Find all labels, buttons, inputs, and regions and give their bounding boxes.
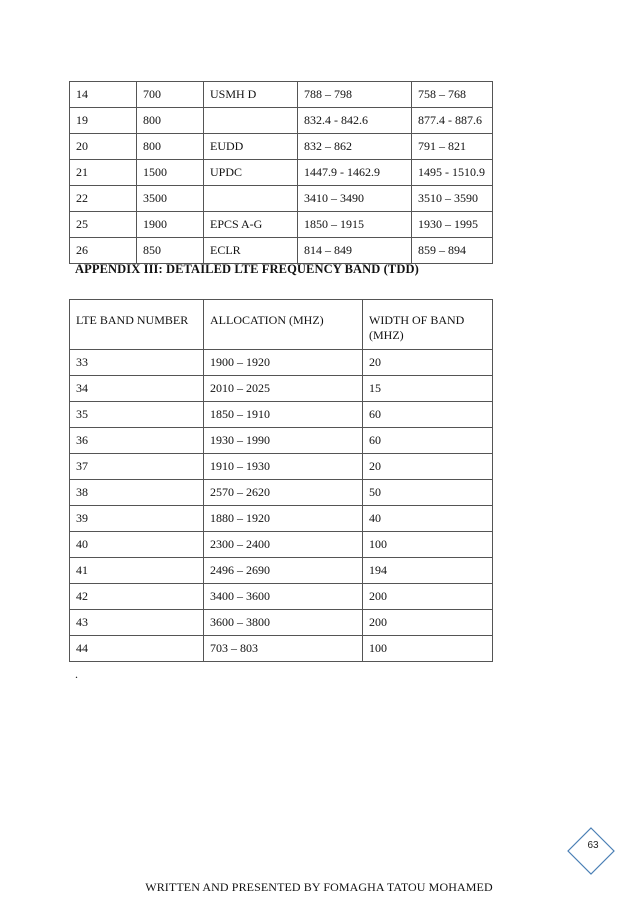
table-cell: 35 bbox=[70, 402, 204, 428]
table-cell: 39 bbox=[70, 506, 204, 532]
trailing-mark: . bbox=[75, 667, 78, 681]
table-cell: 36 bbox=[70, 428, 204, 454]
page-number: 63 bbox=[587, 840, 599, 851]
table-cell: 1930 – 1990 bbox=[204, 428, 363, 454]
table-cell: 21 bbox=[70, 160, 137, 186]
table-row bbox=[70, 558, 493, 584]
tdd-band-table bbox=[69, 299, 493, 662]
table-cell: 3600 – 3800 bbox=[204, 610, 363, 636]
table-cell: 800 bbox=[137, 108, 204, 134]
table-cell: 703 – 803 bbox=[204, 636, 363, 662]
table-row bbox=[70, 584, 493, 610]
table-cell: 20 bbox=[363, 350, 493, 376]
table-row bbox=[70, 532, 493, 558]
table-row bbox=[70, 350, 493, 376]
table-cell: 3510 – 3590 bbox=[412, 186, 493, 212]
table-row bbox=[70, 610, 493, 636]
table-row bbox=[70, 238, 493, 264]
table-cell bbox=[204, 186, 298, 212]
table-row bbox=[70, 212, 493, 238]
table-row bbox=[70, 134, 493, 160]
table-cell: 758 – 768 bbox=[412, 82, 493, 108]
table-row bbox=[70, 376, 493, 402]
table-cell: 788 – 798 bbox=[298, 82, 412, 108]
table-cell: 41 bbox=[70, 558, 204, 584]
table-row bbox=[70, 480, 493, 506]
table-cell: 2010 – 2025 bbox=[204, 376, 363, 402]
table-cell: 1900 bbox=[137, 212, 204, 238]
table-cell: 859 – 894 bbox=[412, 238, 493, 264]
table-row bbox=[70, 636, 493, 662]
table-cell: 20 bbox=[363, 454, 493, 480]
table-cell: EUDD bbox=[204, 134, 298, 160]
table-cell: 1900 – 1920 bbox=[204, 350, 363, 376]
table-cell: 1930 – 1995 bbox=[412, 212, 493, 238]
table-cell: 20 bbox=[70, 134, 137, 160]
table-cell: 832 – 862 bbox=[298, 134, 412, 160]
table-cell bbox=[204, 108, 298, 134]
table-cell: EPCS A-G bbox=[204, 212, 298, 238]
table-row bbox=[70, 186, 493, 212]
table-cell: 3400 – 3600 bbox=[204, 584, 363, 610]
table-cell: 60 bbox=[363, 428, 493, 454]
page-number-badge-icon bbox=[566, 826, 616, 876]
table-cell: 60 bbox=[363, 402, 493, 428]
table-cell: UPDC bbox=[204, 160, 298, 186]
table-cell: 38 bbox=[70, 480, 204, 506]
table-cell: 200 bbox=[363, 610, 493, 636]
table-cell: 25 bbox=[70, 212, 137, 238]
table-cell: 1880 – 1920 bbox=[204, 506, 363, 532]
fdd-band-table bbox=[69, 81, 493, 264]
table-cell: 34 bbox=[70, 376, 204, 402]
table-cell: 43 bbox=[70, 610, 204, 636]
table-cell: 791 – 821 bbox=[412, 134, 493, 160]
table-cell: 22 bbox=[70, 186, 137, 212]
table-cell: 2496 – 2690 bbox=[204, 558, 363, 584]
table-cell: 15 bbox=[363, 376, 493, 402]
table-row bbox=[70, 454, 493, 480]
header-cell: WIDTH OF BAND (MHZ) bbox=[363, 300, 493, 350]
table-cell: 1850 – 1910 bbox=[204, 402, 363, 428]
table-cell: 44 bbox=[70, 636, 204, 662]
table-cell: 100 bbox=[363, 532, 493, 558]
table-cell: 3410 – 3490 bbox=[298, 186, 412, 212]
table-header-row bbox=[70, 300, 493, 350]
table-row bbox=[70, 108, 493, 134]
table-cell: 33 bbox=[70, 350, 204, 376]
table-cell: 877.4 - 887.6 bbox=[412, 108, 493, 134]
table-cell: 814 – 849 bbox=[298, 238, 412, 264]
table-cell: 2300 – 2400 bbox=[204, 532, 363, 558]
table-cell: 800 bbox=[137, 134, 204, 160]
table-cell: 50 bbox=[363, 480, 493, 506]
table-cell: 194 bbox=[363, 558, 493, 584]
table-cell: 14 bbox=[70, 82, 137, 108]
table-row bbox=[70, 82, 493, 108]
table-cell: 40 bbox=[363, 506, 493, 532]
table-cell: 850 bbox=[137, 238, 204, 264]
table-cell: 3500 bbox=[137, 186, 204, 212]
header-cell: ALLOCATION (MHZ) bbox=[204, 300, 363, 350]
table-cell: 2570 – 2620 bbox=[204, 480, 363, 506]
table-cell: 1910 – 1930 bbox=[204, 454, 363, 480]
table-cell: 1850 – 1915 bbox=[298, 212, 412, 238]
table-cell: 832.4 - 842.6 bbox=[298, 108, 412, 134]
table-cell: 700 bbox=[137, 82, 204, 108]
page-footer: WRITTEN AND PRESENTED BY FOMAGHA TATOU MOHAMED bbox=[145, 880, 493, 894]
table-cell: 200 bbox=[363, 584, 493, 610]
table-cell: 26 bbox=[70, 238, 137, 264]
table-row bbox=[70, 506, 493, 532]
appendix-heading: APPENDIX III: DETAILED LTE FREQUENCY BAND (TDD) bbox=[75, 262, 419, 276]
table-cell: 19 bbox=[70, 108, 137, 134]
header-cell: LTE BAND NUMBER bbox=[70, 300, 204, 350]
table-cell: 1495 - 1510.9 bbox=[412, 160, 493, 186]
table-row bbox=[70, 428, 493, 454]
table-row bbox=[70, 160, 493, 186]
table-cell: 100 bbox=[363, 636, 493, 662]
table-cell: ECLR bbox=[204, 238, 298, 264]
table-cell: 37 bbox=[70, 454, 204, 480]
table-cell: 1500 bbox=[137, 160, 204, 186]
table-cell: 40 bbox=[70, 532, 204, 558]
table-cell: 1447.9 - 1462.9 bbox=[298, 160, 412, 186]
table-cell: 42 bbox=[70, 584, 204, 610]
table-cell: USMH D bbox=[204, 82, 298, 108]
table-row bbox=[70, 402, 493, 428]
